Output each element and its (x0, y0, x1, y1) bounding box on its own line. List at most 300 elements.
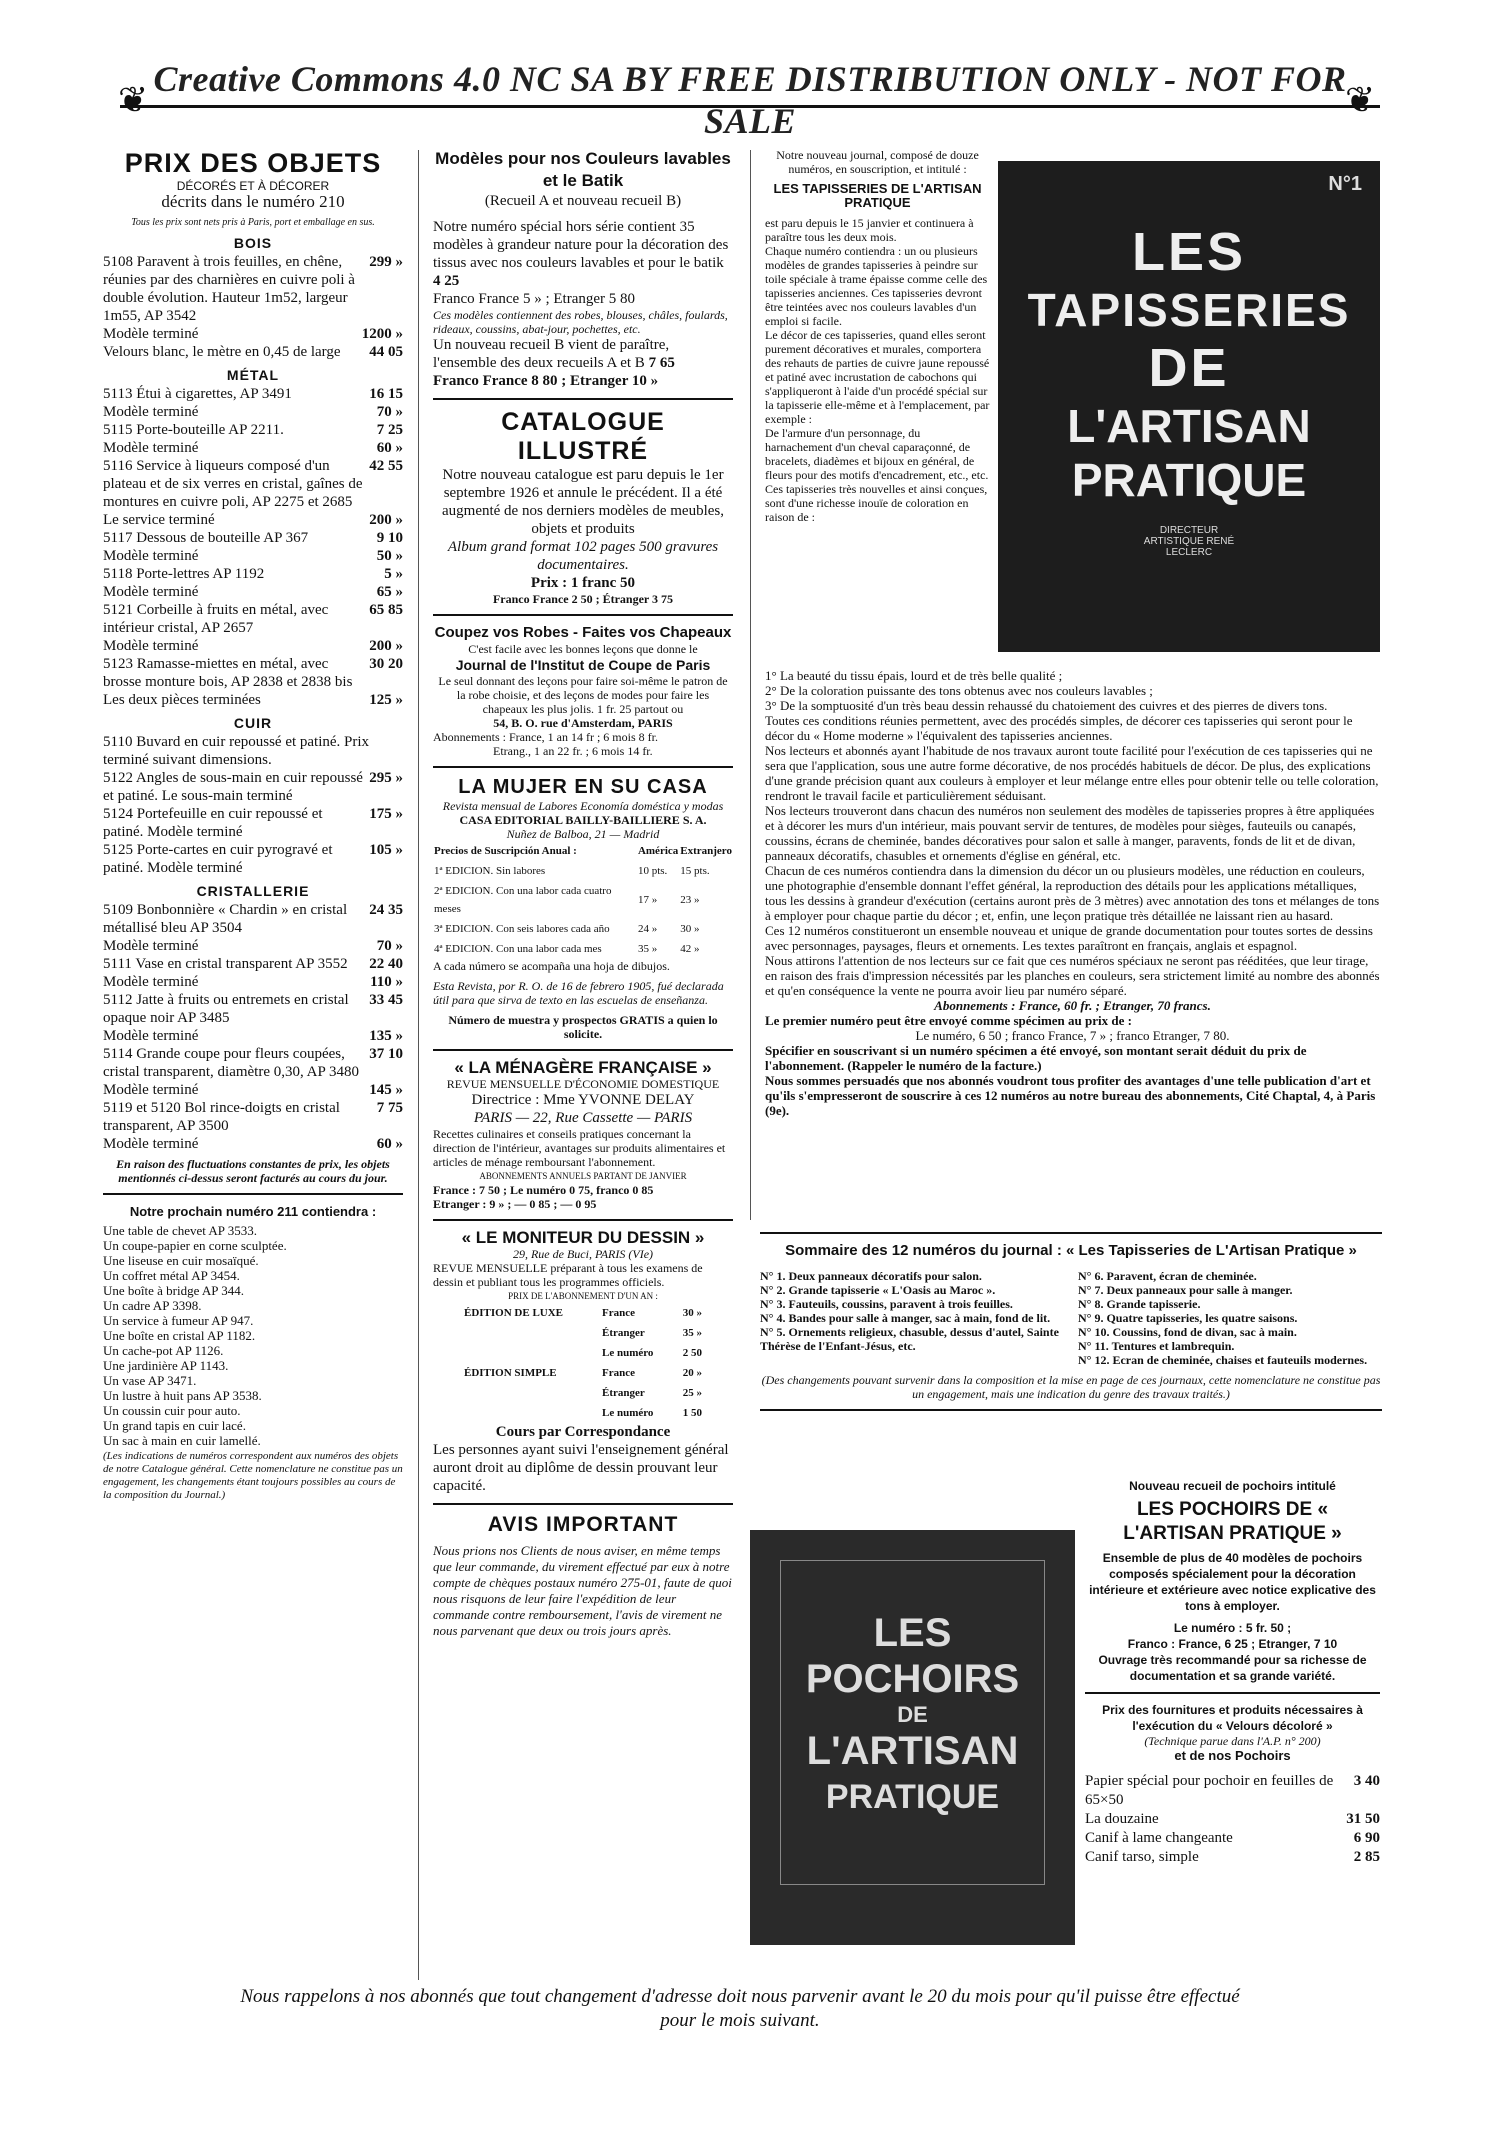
fourn-row (1085, 1810, 1380, 1829)
batik-subtitle: (Recueil A et nouveau recueil B) (484, 193, 682, 209)
next-issue-item: Une boîte à bridge AP 344. (103, 1283, 245, 1298)
header-rule (120, 105, 1380, 108)
ad2-line4: L'ARTISAN (806, 1729, 1019, 1773)
ad2-line3: DE (897, 1702, 928, 1727)
sommaire-item: N° 8. Grande tapisserie. (1078, 1297, 1201, 1311)
mujer-row (433, 939, 733, 959)
price-item-text: 5109 Bonbonnière « Chardin » en cristal métallisé bleu AP 3504 (103, 902, 348, 936)
sommaire-title: Sommaire des 12 numéros du journal : « Les Tapisseries de L'Artisan Pratique » (785, 1242, 1357, 1259)
mujer-head-cell: Extranjero (680, 845, 732, 857)
ad1-director: DIRECTEUR ARTISTIQUE RENÉ LECLERC (1143, 525, 1235, 558)
menagere-france: France : 7 50 ; Le numéro 0 75, franco 0 85 (433, 1183, 654, 1197)
tap-p1: 1° La beauté du tissu épais, lourd et de très belle qualité ; (765, 668, 1063, 683)
price-item-value: 42 55 (369, 458, 403, 474)
poch-reco: Ouvrage très recommandé pour sa richesse de documentation et sa grande variété. (1098, 1653, 1367, 1683)
price-row (103, 655, 403, 691)
price-item-value: 145 » (369, 1082, 403, 1098)
avis-text: Nous prions nos Clients de nous aviser, en même temps que leur commande, du virement effectué par eux à notre compte de chèques postaux numéro 275-01, faute de quoi nous risquons de leur faire l'expédition de leur commande contre remboursement, l'avis de virement ne nous parvenant que deux ou trois jours après. (433, 1543, 732, 1638)
ad2-frame (780, 1560, 1045, 1885)
price-item-text: Modèle terminé (103, 1028, 199, 1044)
price-item-text: 5122 Angles de sous-main en cuir repoussé et patiné. Le sous-main terminé (103, 770, 363, 804)
moniteur-cell: Étranger (601, 1327, 645, 1339)
price-item-value: 70 » (376, 938, 403, 954)
mujer-cell: 3ª EDICION. Con seis labores cada año (434, 923, 610, 935)
price-item-text: Modèle terminé (103, 584, 199, 600)
section-heading: MÉTAL (226, 367, 280, 383)
ad1-line2: TAPISSERIES (1027, 284, 1351, 336)
moniteur-cell (463, 1343, 601, 1363)
coupe-journal: Journal de l'Institut de Coupe de Paris (455, 657, 711, 673)
column-divider (418, 150, 419, 1980)
mujer-cell: 4ª EDICION. Con una labor cada mes (434, 943, 602, 955)
price-item-text: Modèle terminé (103, 974, 199, 990)
moniteur-row (463, 1363, 703, 1383)
price-item-value: 105 » (369, 842, 403, 858)
price-item-value: 299 » (369, 254, 403, 270)
price-item-text: 5117 Dessous de bouteille AP 367 (103, 530, 309, 546)
price-item-text: 5113 Étui à cigarettes, AP 3491 (103, 386, 292, 402)
moniteur-cell: 1 50 (682, 1407, 702, 1419)
moniteur-row (463, 1323, 703, 1343)
price-row (103, 403, 403, 421)
fourn-item: Canif tarso, simple (1085, 1849, 1199, 1865)
moniteur-cell (463, 1323, 601, 1343)
price-row (103, 901, 403, 937)
price-row (103, 805, 403, 841)
price-row (103, 421, 403, 439)
fourn-title: Prix des fournitures et produits nécessaires à l'exécution du « Velours décoloré » (1102, 1703, 1363, 1733)
sommaire-item: N° 2. Grande tapisserie « L'Oasis au Maroc ». (760, 1283, 996, 1297)
next-issue-item: Un vase AP 3471. (103, 1373, 197, 1388)
price-row (103, 1081, 403, 1099)
price-item-value: 1200 » (361, 326, 403, 342)
sommaire-right (1078, 1269, 1382, 1367)
right-ornament: ❦ (1345, 80, 1376, 120)
moniteur-cell: 20 » (682, 1367, 702, 1379)
price-item-value: 65 85 (369, 602, 403, 618)
price-item-text: 5119 et 5120 Bol rince-doigts en cristal transparent, AP 3500 (103, 1100, 340, 1134)
price-item-text: 5125 Porte-cartes en cuir pyrogravé et patiné. Modèle terminé (103, 842, 333, 876)
mujer-cell: 35 » (637, 943, 658, 955)
fourn-price: 2 85 (1353, 1849, 1380, 1865)
next-issue-item: Un sac à main en cuir lamellé. (103, 1433, 261, 1448)
price-row (103, 1099, 403, 1135)
tap-p8: Ces 12 numéros constitueront un ensemble nouveau et unique de grande documentation pour toutes sortes de dessins avec personnages, paysages, fleurs et ornements. Les textes paraîtront en français, anglais et espagnol. (765, 923, 1373, 953)
mujer-cell: 17 » (637, 894, 658, 906)
coupe-title: Coupez vos Robes - Faites vos Chapeaux (434, 624, 732, 641)
price-item-value: 7 25 (376, 422, 403, 438)
sommaire-item: N° 6. Paravent, écran de cheminée. (1078, 1269, 1257, 1283)
mujer-head-cell: América (637, 845, 679, 857)
price-list-note: Tous les prix sont nets pris à Paris, port et emballage en sus. (131, 217, 375, 228)
price-item-value: 33 45 (369, 992, 403, 1008)
tap-title: LES TAPISSERIES DE L'ARTISAN PRATIQUE (773, 181, 982, 210)
moniteur-cell: 2 50 (682, 1347, 702, 1359)
price-list-column (103, 148, 403, 1502)
ad2-line2: POCHOIRS (805, 1657, 1020, 1701)
section-heading: BOIS (233, 235, 273, 251)
price-item-text: Modèle terminé (103, 938, 199, 954)
coupe-subtitle: C'est facile avec les bonnes leçons que donne le (468, 642, 698, 656)
poch-text: Ensemble de plus de 40 modèles de pochoirs composés spécialement pour la décoration intérieure et extérieure avec notice explicative des tons à employer. (1089, 1551, 1376, 1613)
mujer-row (433, 881, 733, 919)
pochoirs-column (1085, 1478, 1380, 1867)
price-item-value: 60 » (376, 1136, 403, 1152)
tap-p4: Toutes ces conditions réunies permettent, avec des procédés simples, de décorer ces tapisseries qui seront pour le décor du « Home moderne » l'équivalent des tapisseries anciennes. (765, 713, 1353, 743)
poch-intro: Nouveau recueil de pochoirs intitulé (1129, 1479, 1336, 1493)
divider (433, 398, 733, 400)
next-issue-item: Un cadre AP 3398. (103, 1298, 202, 1313)
moniteur-cell: Le numéro (601, 1407, 654, 1419)
menagere-subtitle: REVUE MENSUELLE D'ÉCONOMIE DOMESTIQUE (446, 1077, 720, 1091)
price-row (103, 511, 403, 529)
price-row (103, 955, 403, 973)
price-item-value: 200 » (369, 638, 403, 654)
batik-text: Notre numéro spécial hors série contient 35 modèles à grandeur nature pour la décoration des tissus avec nos couleurs lavables et pour le batik 4 25 (433, 219, 729, 289)
moniteur-cell: 25 » (682, 1387, 702, 1399)
moniteur-price-table (463, 1303, 703, 1423)
divider (433, 1503, 733, 1505)
price-item-value: 37 10 (369, 1046, 403, 1062)
tap-p2: 2° De la coloration puissante des tons obtenus avec nos couleurs lavables ; (765, 683, 1153, 698)
ad1-number: N°1 (1328, 173, 1362, 195)
tap-p11: Le numéro, 6 50 ; franco France, 7 » ; franco Etranger, 7 80. (915, 1028, 1230, 1043)
coupe-address: 54, B. O. rue d'Amsterdam, PARIS (493, 716, 673, 730)
price-item-value: 5 » (384, 566, 403, 582)
mujer-address: Nuñez de Balboa, 21 — Madrid (506, 827, 660, 841)
moniteur-cell: Le numéro (601, 1347, 654, 1359)
price-item-value: 60 » (376, 440, 403, 456)
next-issue-item: Un coupe-papier en corne sculptée. (103, 1238, 287, 1253)
price-row (103, 691, 403, 709)
mujer-gratis: Número de muestra y prospectos GRATIS a quien lo solicite. (448, 1013, 718, 1041)
sommaire-item: N° 11. Tentures et lambrequin. (1078, 1339, 1235, 1353)
tap-p7: Chacun de ces numéros contiendra dans la dimension du décor un ou plusieurs modèles, une réduction en couleurs, une photographie d'ensemble donnant l'effet général, la reproduction des détails pour les applications métalliques, tous les dessins à grandeur d'exécution (certains auront près de 3 mètres) avec annotation des tons et mélanges de tons à employer pour chaque partie du décor ; et, enfin, une leçon pratique très détaillée ne laissant rien au hasard. (765, 863, 1380, 923)
mujer-title: LA MUJER EN SU CASA (458, 776, 708, 798)
next-issue-item: Une liseuse en cuir mosaïqué. (103, 1253, 259, 1268)
price-row (103, 973, 403, 991)
moniteur-cell (463, 1403, 601, 1423)
mujer-cell: 42 » (680, 943, 700, 955)
moniteur-cell: 30 » (682, 1307, 702, 1319)
price-list-subtitle: DÉCORÉS ET À DÉCORER (176, 179, 330, 193)
next-issue-item: Un coussin cuir pour auto. (103, 1403, 241, 1418)
mujer-subtitle: Revista mensual de Labores Economía doméstica y modas (442, 799, 724, 813)
fourn-list (1085, 1772, 1380, 1867)
batik-franco: Franco France 5 » ; Etranger 5 80 (433, 291, 636, 307)
next-issue-item: Un service à fumeur AP 947. (103, 1313, 254, 1328)
tap-text1: est paru depuis le 15 janvier et continuera à paraître tous les deux mois. (765, 216, 974, 244)
moniteur-row (463, 1403, 703, 1423)
price-item-text: 5110 Buvard en cuir repoussé et patiné. Prix terminé suivant dimensions. (103, 734, 370, 768)
divider (433, 1049, 733, 1051)
divider (433, 1219, 733, 1221)
next-issue-title: Notre prochain numéro 211 contiendra : (129, 1204, 377, 1219)
section-heading: CUIR (233, 715, 273, 731)
sommaire-note: (Des changements pouvant survenir dans la composition et la mise en page de ces journaux, cette nomenclature ne constitue pas un engagement, mais une indication du genre des travaux traités.) (761, 1373, 1381, 1401)
mujer-casa: CASA EDITORIAL BAILLY-BAILLIERE S. A. (459, 813, 707, 827)
footer-notice: Nous rappelons à nos abonnés que tout changement d'adresse doit nous parvenir avant le 20 du mois pour qu'il puisse être effectué pour le mois suivant. (240, 1986, 1240, 2031)
fourn-price: 31 50 (1346, 1811, 1380, 1827)
tap-p6: Nos lecteurs trouveront dans chacun des numéros non seulement des modèles de tapisseries propres à être appliquées et à décorer les murs d'un intérieur, mais pouvant servir de tentures, de modèles pour sièges, fauteuils ou canapés, coussins, écrans de cheminée, bandes décoratives pour salon et salle à manger, paravents, fonds de lit et de divan, panneaux décoratifs, chasubles et ornements d'église en général, etc. (765, 803, 1375, 863)
sommaire-item: N° 10. Coussins, fond de divan, sac à main. (1078, 1325, 1297, 1339)
price-row (103, 637, 403, 655)
menagere-address: PARIS — 22, Rue Cassette — PARIS (473, 1110, 693, 1126)
moniteur-cell: 35 » (682, 1327, 702, 1339)
ad2-line5: PRATIQUE (825, 1778, 1000, 1816)
left-ornament: ❦ (118, 80, 149, 120)
poch-franco: Franco : France, 6 25 ; Etranger, 7 10 (1127, 1637, 1338, 1651)
price-item-value: 30 20 (369, 656, 403, 672)
sommaire-lists (760, 1269, 1382, 1367)
batik-title: Modèles pour nos Couleurs lavables et le Batik (435, 149, 731, 190)
price-row (103, 1027, 403, 1045)
next-issue-item: Un grand tapis en cuir lacé. (103, 1418, 246, 1433)
price-item-value: 175 » (369, 806, 403, 822)
divider (760, 1409, 1382, 1411)
divider (103, 1193, 403, 1195)
price-item-text: Modèle terminé (103, 548, 199, 564)
price-item-text: 5124 Portefeuille en cuir repoussé et patiné. Modèle terminé (103, 806, 323, 840)
price-row (103, 253, 403, 325)
sommaire-box (760, 1232, 1382, 1411)
license-banner: Creative Commons 4.0 NC SA BY FREE DISTRIBUTION ONLY - NOT FOR SALE (153, 59, 1347, 141)
price-row (103, 1045, 403, 1081)
fourn-item: Canif à lame changeante (1085, 1830, 1233, 1846)
divider (433, 766, 733, 768)
sommaire-item: N° 5. Ornements religieux, chasuble, dessus d'autel, Sainte Thérèse de l'Enfant-Jésus, etc. (760, 1325, 1059, 1353)
batik-b-franco: Franco France 8 80 ; Etranger 10 » (433, 373, 659, 389)
ad1-line1: LES (1131, 222, 1247, 282)
tap-text2: Chaque numéro contiendra : un ou plusieurs modèles de grandes tapisseries à peindre sur toile spéciale à trame épaisse comme celle des tapisseries anciennes. Ces tapisseries devront être teintées avec nos couleurs lavables d'un emploi si facile. (765, 244, 988, 328)
price-item-value: 24 35 (369, 902, 403, 918)
price-row (103, 841, 403, 877)
fourn-row (1085, 1829, 1380, 1848)
moniteur-cell: ÉDITION DE LUXE (464, 1307, 564, 1319)
column-divider (750, 150, 751, 1220)
price-item-text: Modèle terminé (103, 404, 199, 420)
price-row (103, 385, 403, 403)
avis-title: AVIS IMPORTANT (487, 1513, 679, 1536)
price-row (103, 457, 403, 511)
fourn-item: La douzaine (1085, 1811, 1159, 1827)
fourn-sub: et de nos Pochoirs (1174, 1748, 1291, 1763)
price-item-text: 5123 Ramasse-miettes en métal, avec brosse monture bois, AP 2838 et 2838 bis (103, 656, 353, 690)
menagere-director: Directrice : Mme YVONNE DELAY (471, 1092, 695, 1108)
ad1-line5: PRATIQUE (1071, 454, 1307, 506)
price-row (103, 991, 403, 1027)
price-row (103, 937, 403, 955)
moniteur-cours-text: Les personnes ayant suivi l'enseignement général auront droit au diplôme de dessin prouvant leur capacité. (433, 1442, 729, 1494)
tapisseries-cover-ad (998, 161, 1380, 652)
mujer-cell: 24 » (637, 923, 658, 935)
price-row (103, 583, 403, 601)
coupe-abo1: Abonnements : France, 1 an 14 fr ; 6 mois 8 fr. (433, 730, 658, 744)
price-item-text: Velours blanc, le mètre en 0,45 de large (103, 344, 341, 360)
next-issue-item: Une jardinière AP 1143. (103, 1358, 229, 1373)
price-item-value: 295 » (369, 770, 403, 786)
price-item-text: Modèle terminé (103, 1082, 199, 1098)
price-row (103, 439, 403, 457)
price-item-text: Les deux pièces terminées (103, 692, 261, 708)
price-row (103, 343, 403, 361)
mujer-cell: 30 » (680, 923, 700, 935)
fourn-item: Papier spécial pour pochoir en feuilles de 65×50 (1085, 1773, 1334, 1808)
price-item-text: 5115 Porte-bouteille AP 2211. (103, 422, 284, 438)
menagere-etranger: Etranger : 9 » ; — 0 85 ; — 0 95 (433, 1197, 597, 1211)
next-issue-note: (Les indications de numéros correspondent aux numéros des objets de notre Catalogue général. Cette nomenclature ne constitue pas un engagement, les changements étant toujours possibles au cours de la composition du Journal.) (103, 1450, 403, 1501)
price-item-value: 135 » (369, 1028, 403, 1044)
next-issue-item: Un coffret métal AP 3454. (103, 1268, 240, 1283)
mujer-cell: 15 pts. (680, 865, 710, 877)
sommaire-item: N° 1. Deux panneaux décoratifs pour salon. (760, 1269, 982, 1283)
price-item-value: 125 » (369, 692, 403, 708)
fourn-row (1085, 1848, 1380, 1867)
price-row (103, 325, 403, 343)
fluctuation-note: En raison des fluctuations constantes de prix, les objets mentionnés ci-dessus seront facturés au cours du jour. (116, 1157, 390, 1185)
price-item-text: Modèle terminé (103, 440, 199, 456)
divider (433, 614, 733, 616)
price-row (103, 769, 403, 805)
menagere-abo: ABONNEMENTS ANNUELS PARTANT DE JANVIER (479, 1171, 687, 1181)
divider (760, 1232, 1382, 1234)
tapisseries-details (765, 668, 1380, 1118)
price-item-value: 44 05 (369, 344, 403, 360)
moniteur-prix: PRIX DE L'ABONNEMENT D'UN AN : (508, 1291, 658, 1301)
mujer-row (433, 861, 733, 881)
fourn-price: 6 90 (1353, 1830, 1380, 1846)
mujer-cell: 10 pts. (637, 865, 668, 877)
sommaire-item: N° 4. Bandes pour salle à manger, sac à main, fond de lit. (760, 1311, 1051, 1325)
ad2-line1: LES (873, 1611, 952, 1655)
price-item-text: 5112 Jatte à fruits ou entremets en cristal opaque noir AP 3485 (103, 992, 349, 1026)
moniteur-cell: France (601, 1307, 635, 1319)
mujer-price-table (433, 841, 733, 959)
tap-abo: Abonnements : France, 60 fr. ; Etranger, 70 francs. (934, 998, 1211, 1013)
mujer-ro: Esta Revista, por R. O. de 16 de febrero 1905, fué declarada útil para que sirva de texto en las escuelas de enseñanza. (433, 979, 724, 1007)
moniteur-row (463, 1343, 703, 1363)
menagere-text: Recettes culinaires et conseils pratiques concernant la direction de l'intérieur, avantages sur produits alimentaires et articles de ménage remboursant l'abonnement. (433, 1127, 726, 1169)
sommaire-item: N° 9. Quatre tapisseries, les quatre saisons. (1078, 1311, 1298, 1325)
price-item-text: 5116 Service à liqueurs composé d'un plateau et de six verres en cristal, gaînes de montures en cuivre poli, AP 2275 et 2685 (103, 458, 363, 510)
batik-models: Ces modèles contiennent des robes, blouses, châles, foulards, rideaux, coussins, abat-jour, pochettes, etc. (433, 308, 728, 336)
moniteur-row (463, 1383, 703, 1403)
price-item-text: 5114 Grande coupe pour fleurs coupées, cristal transparent, diamètre 0,30, AP 3480 (103, 1046, 360, 1080)
fourn-price: 3 40 (1353, 1773, 1380, 1789)
price-item-value: 9 10 (376, 530, 403, 546)
price-row (103, 1135, 403, 1153)
mujer-head-row (433, 841, 733, 861)
price-item-value: 65 » (376, 584, 403, 600)
mujer-cell: 2ª EDICION. Con una labor cada cuatro meses (434, 885, 612, 915)
price-item-value: 110 » (370, 974, 403, 990)
price-list-title: PRIX DES OBJETS (124, 148, 382, 178)
sommaire-item: N° 3. Fauteuils, coussins, paravent à trois feuilles. (760, 1297, 1013, 1311)
tap-intro: Notre nouveau journal, composé de douze numéros, en souscription, et intitulé : (776, 148, 979, 176)
ad1-line4: L'ARTISAN (1067, 400, 1311, 452)
price-item-text: 5111 Vase en cristal transparent AP 3552 (103, 956, 348, 972)
moniteur-cell: France (601, 1367, 635, 1379)
price-item-text: 5118 Porte-lettres AP 1192 (103, 566, 265, 582)
tap-p10: Le premier numéro peut être envoyé comme spécimen au prix de : (765, 1013, 1132, 1028)
ad1-line3: DE (1148, 338, 1230, 398)
mujer-head-cell: Precios de Suscripción Anual : (434, 845, 577, 857)
catalogue-price: Prix : 1 franc 50 (530, 575, 636, 591)
tap-p5: Nos lecteurs et abonnés ayant l'habitude de nos travaux auront toute facilité pour l'exécution de ces tapisseries qui ne sera que l'application, sous une autre forme décorative, de nos procédés habituels de décor. De plus, des explications d'une grande précision quant aux couleurs à employer et leur mélange entre elles pour obtenir telle ou telle coloration, rendront le travail facile et particulièrement séduisant. (765, 743, 1379, 803)
batik-b: Un nouveau recueil B vient de paraître, l'ensemble des deux recueils A et B 7 65 (433, 337, 675, 371)
price-row (103, 733, 403, 769)
price-row (103, 547, 403, 565)
fourn-row (1085, 1772, 1380, 1810)
divider (1085, 1692, 1380, 1694)
price-item-value: 70 » (376, 404, 403, 420)
catalogue-franco: Franco France 2 50 ; Étranger 3 75 (492, 592, 674, 606)
moniteur-cours: Cours par Correspondance (495, 1424, 671, 1440)
coupe-abo2: Etrang., 1 an 22 fr. ; 6 mois 14 fr. (493, 744, 653, 758)
tap-p12: Spécifier en souscrivant si un numéro spécimen a été envoyé, son montant serait déduit du prix de l'abonnement. (Rappeler le numéro de la facture.) (765, 1043, 1307, 1073)
fourn-note: (Technique parue dans l'A.P. n° 200) (1144, 1734, 1321, 1748)
moniteur-cell: ÉDITION SIMPLE (464, 1367, 557, 1379)
price-sections (103, 235, 403, 1153)
coupe-text: Le seul donnant des leçons pour faire soi-même le patron de la robe choisie, et des leçons de modes pour faire les chapeaux les plus jolis. 1 fr. 25 partout ou (438, 674, 728, 716)
price-list-subtitle2: décrits dans le numéro 210 (161, 192, 345, 211)
catalogue-title: CATALOGUE ILLUSTRÉ (501, 408, 665, 465)
moniteur-row (463, 1303, 703, 1323)
price-item-text: Modèle terminé (103, 1136, 199, 1152)
tap-text3: Le décor de ces tapisseries, quand elles seront purement décoratives et murales, comportera des rehauts de parties de cuivre jaune repoussé et patiné avec incrustation de cabochons qui s'appliqueront à l'aide d'un procédé spécial sur la tapisserie elle-même et à l'emplacement, par exemple : (765, 328, 990, 426)
next-issue-item: Une table de chevet AP 3533. (103, 1223, 258, 1238)
menagere-title: « LA MÉNAGÈRE FRANÇAISE » (454, 1058, 712, 1077)
price-row (103, 529, 403, 547)
mujer-note: A cada número se acompaña una hoja de dibujos. (433, 959, 670, 973)
next-issue-item: Un lustre à huit pans AP 3538. (103, 1388, 262, 1403)
moniteur-text: REVUE MENSUELLE préparant à tous les examens de dessin et publiant tous les programmes officiels. (433, 1261, 703, 1289)
price-item-value: 200 » (369, 512, 403, 528)
tap-p9: Nous attirons l'attention de nos lecteurs sur ce fait que ces numéros spéciaux ne seront pas rééditées, que leur tirage, en raison des frais d'impression nécessités par les planches en couleurs, sera strictement limité au nombre des abonnés et qu'en conséquence la vente ne pourra avoir lieu par numéro séparé. (765, 953, 1380, 998)
sommaire-item: N° 7. Deux panneaux pour salle à manger. (1078, 1283, 1293, 1297)
pochoirs-cover-ad (750, 1530, 1075, 1945)
price-item-value: 50 » (376, 548, 403, 564)
price-item-text: 5108 Paravent à trois feuilles, en chêne, réunies par des charnières en cuivre poli à double évolution. Hauteur 1m52, largeur 1m55, AP 3542 (103, 254, 355, 324)
mujer-cell: 23 » (680, 894, 700, 906)
poch-price: Le numéro : 5 fr. 50 ; (1173, 1621, 1292, 1635)
mujer-cell: 1ª EDICION. Sin labores (434, 865, 546, 877)
moniteur-cell: Étranger (601, 1387, 645, 1399)
sommaire-item: N° 12. Ecran de cheminée, chaises et fauteuils modernes. (1078, 1353, 1368, 1367)
tap-p3: 3° De la somptuosité d'un très beau dessin rehaussé du chatoiement des cuivres et des pierres de divers tons. (765, 698, 1328, 713)
next-issue-item: Une boîte en cristal AP 1182. (103, 1328, 256, 1343)
poch-title: LES POCHOIRS DE « L'ARTISAN PRATIQUE » (1123, 1499, 1342, 1544)
ads-column (433, 148, 733, 1639)
price-item-text: Modèle terminé (103, 326, 199, 342)
catalogue-album: Album grand format 102 pages 500 gravures documentaires. (447, 539, 719, 573)
price-item-value: 7 75 (376, 1100, 403, 1116)
price-row (103, 601, 403, 637)
moniteur-cell (463, 1383, 601, 1403)
moniteur-title: « LE MONITEUR DU DESSIN » (461, 1228, 705, 1247)
next-issue-item: Un cache-pot AP 1126. (103, 1343, 224, 1358)
price-item-value: 16 15 (369, 386, 403, 402)
price-row (103, 565, 403, 583)
mujer-row (433, 919, 733, 939)
price-item-text: 5121 Corbeille à fruits en métal, avec intérieur cristal, AP 2657 (103, 602, 329, 636)
next-issue-list (103, 1223, 403, 1448)
catalogue-text: Notre nouveau catalogue est paru depuis le 1er septembre 1926 et annule le précédent. Il a été augmenté de nos derniers modèles de meubles, objets et produits (442, 467, 724, 537)
tap-text4: De l'armure d'un personnage, du harnachement d'un cheval caparaçonné, de bracelets, diadèmes et bijoux en général, de fleurs pour des motifs d'encadrement, etc., etc. (765, 426, 989, 482)
tapisseries-column (765, 148, 990, 524)
price-item-text: Modèle terminé (103, 638, 199, 654)
price-item-text: Le service terminé (103, 512, 215, 528)
